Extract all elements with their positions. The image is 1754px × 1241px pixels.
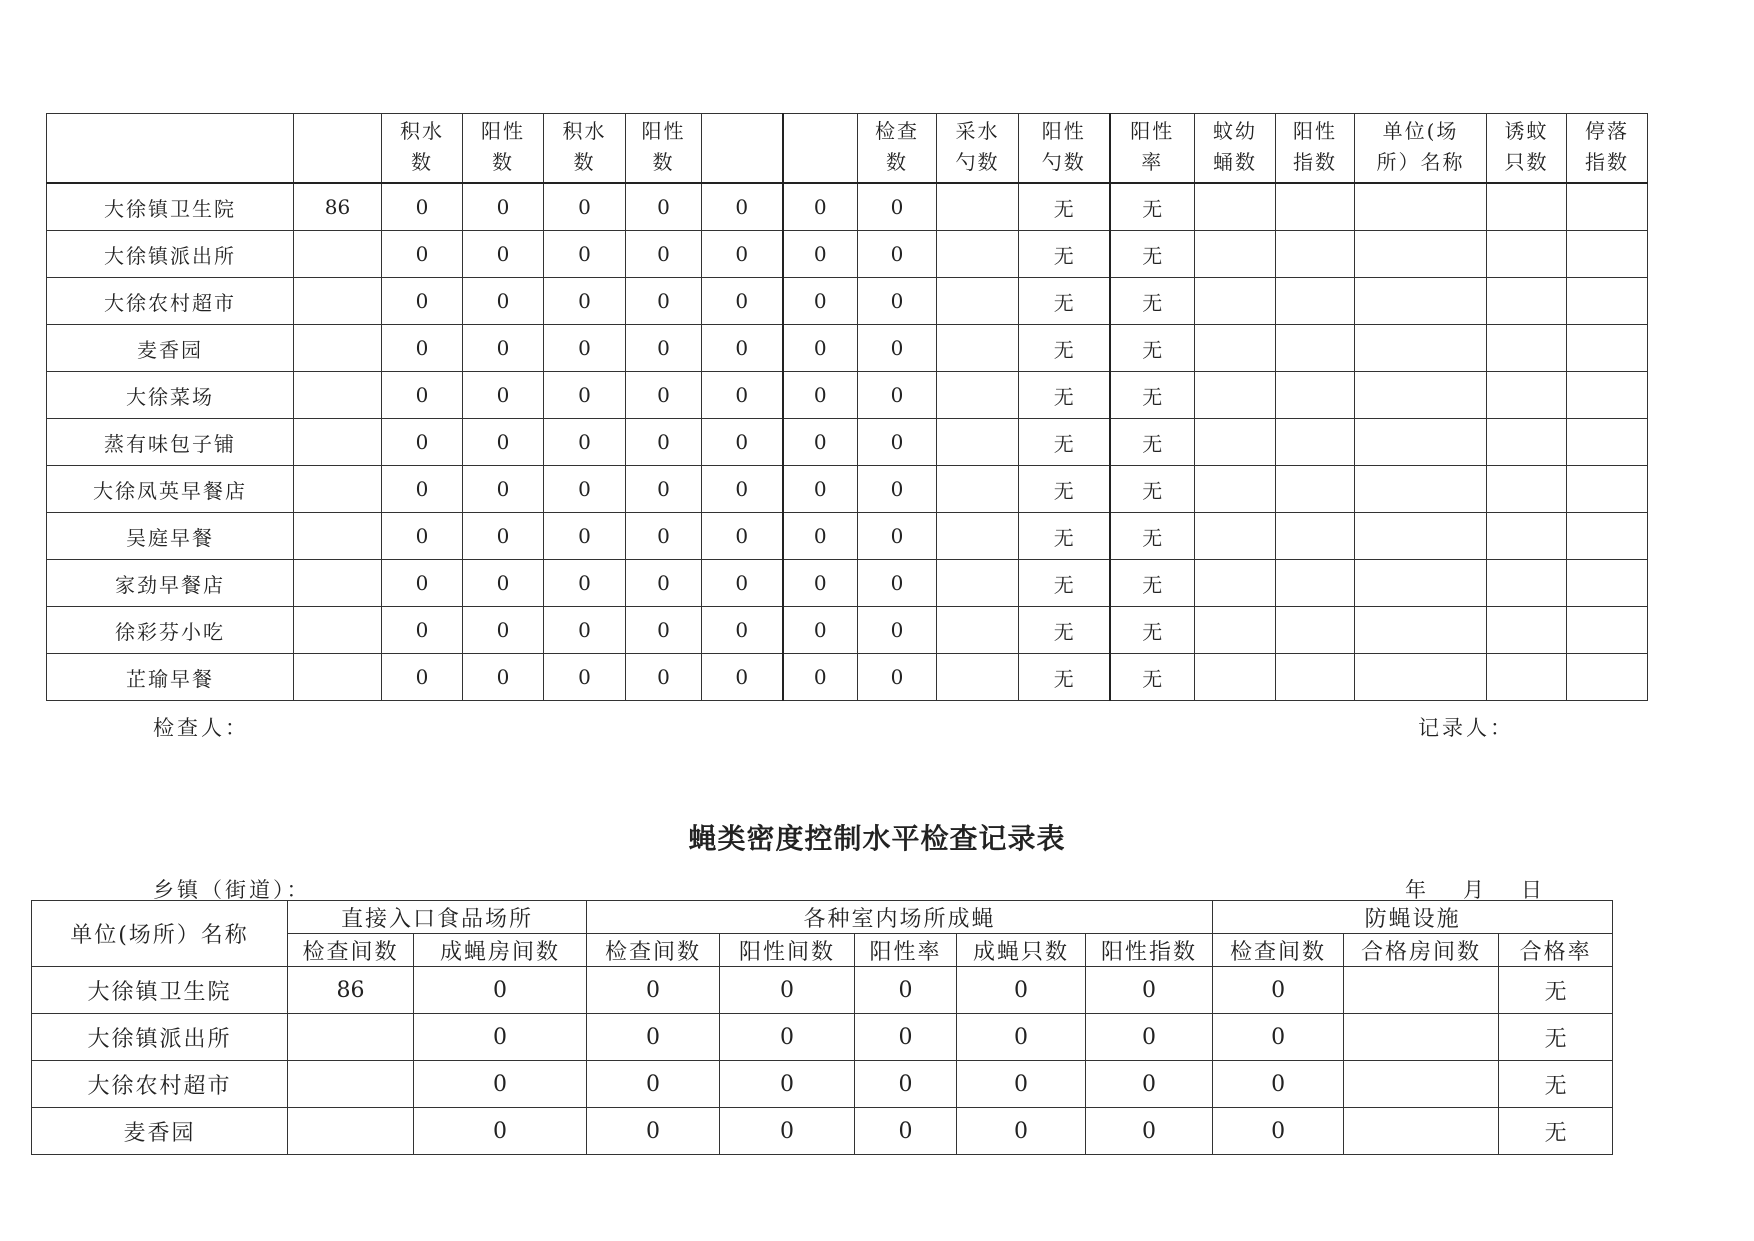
mosquito-header-cell: 停落 指数 <box>1567 114 1648 184</box>
date-label: 年 月 日 <box>1405 878 1550 902</box>
table-cell <box>1355 183 1487 231</box>
table-cell: 0 <box>783 607 858 654</box>
mosquito-header-row <box>47 114 1648 184</box>
table-cell <box>1195 654 1276 701</box>
mosquito-header-cell: 检查 数 <box>858 114 937 184</box>
table-cell <box>294 325 382 372</box>
table-cell <box>1487 278 1567 325</box>
table-cell <box>1567 654 1648 701</box>
table-cell: 0 <box>783 183 858 231</box>
table-cell <box>1487 183 1567 231</box>
mosquito-header-cell: 单位(场 所）名称 <box>1355 114 1487 184</box>
table-cell: 0 <box>544 231 626 278</box>
table-cell: 0 <box>626 183 702 231</box>
table-cell <box>1355 372 1487 419</box>
unit-name-cell: 大徐菜场 <box>47 372 294 419</box>
table-cell <box>1276 372 1355 419</box>
table-cell: 0 <box>587 967 720 1014</box>
table-cell: 0 <box>587 1061 720 1108</box>
table-cell <box>1195 278 1276 325</box>
fly-subheader-cell: 阳性间数 <box>720 934 855 967</box>
table-cell: 无 <box>1499 1061 1613 1108</box>
table-cell <box>937 231 1019 278</box>
table-cell: 0 <box>957 967 1086 1014</box>
town-street-label: 乡镇（街道）： <box>153 878 311 902</box>
table-cell: 0 <box>858 278 937 325</box>
table-cell: 无 <box>1110 325 1195 372</box>
table-cell <box>937 560 1019 607</box>
unit-name-cell: 徐彩芬小吃 <box>47 607 294 654</box>
table-cell: 0 <box>544 278 626 325</box>
table-cell: 0 <box>783 654 858 701</box>
table-cell <box>1567 419 1648 466</box>
table-row <box>47 466 1648 513</box>
table-cell <box>294 278 382 325</box>
table-cell <box>937 419 1019 466</box>
table-cell: 0 <box>463 325 544 372</box>
table-cell <box>1276 513 1355 560</box>
table-row <box>47 183 1648 231</box>
table-cell: 0 <box>858 560 937 607</box>
table-cell: 0 <box>858 419 937 466</box>
fly-subheader-cell: 阳性指数 <box>1086 934 1213 967</box>
fly-subheader-cell: 成蝇只数 <box>957 934 1086 967</box>
table-row <box>47 513 1648 560</box>
table-cell: 0 <box>855 1014 957 1061</box>
table-cell <box>1487 466 1567 513</box>
recorder-label: 记录人： <box>1418 716 1514 740</box>
table-cell <box>294 466 382 513</box>
mosquito-header-cell: 阳性 数 <box>626 114 702 184</box>
table-cell <box>294 654 382 701</box>
table-cell: 0 <box>957 1108 1086 1155</box>
table-cell <box>1567 513 1648 560</box>
table-cell <box>1195 560 1276 607</box>
mosquito-header-cell: 阳性 指数 <box>1276 114 1355 184</box>
table-cell: 0 <box>858 513 937 560</box>
table-cell: 0 <box>702 278 783 325</box>
table-cell: 无 <box>1019 278 1110 325</box>
table-cell: 无 <box>1110 607 1195 654</box>
mosquito-header-cell: 阳性 率 <box>1110 114 1195 184</box>
table-cell: 0 <box>463 654 544 701</box>
unit-name-cell: 蒸有味包子铺 <box>47 419 294 466</box>
table-cell: 0 <box>702 231 783 278</box>
table-cell: 0 <box>463 231 544 278</box>
table-cell: 0 <box>1086 1014 1213 1061</box>
table-cell: 0 <box>702 560 783 607</box>
table-cell: 0 <box>544 183 626 231</box>
table-cell: 0 <box>855 1061 957 1108</box>
table-cell: 0 <box>702 513 783 560</box>
table-cell <box>1567 372 1648 419</box>
table-cell <box>1276 183 1355 231</box>
table-cell: 0 <box>1086 967 1213 1014</box>
table-cell: 0 <box>626 560 702 607</box>
table-cell <box>1344 967 1499 1014</box>
table-cell: 86 <box>294 183 382 231</box>
fly-subheader-cell: 合格率 <box>1499 934 1613 967</box>
table-cell: 0 <box>1086 1061 1213 1108</box>
table-cell: 0 <box>626 513 702 560</box>
table-cell <box>1195 183 1276 231</box>
table-cell <box>288 1014 414 1061</box>
table-cell: 0 <box>382 466 463 513</box>
mosquito-header-cell: 积水 数 <box>382 114 463 184</box>
table-cell <box>937 513 1019 560</box>
table-cell <box>294 231 382 278</box>
unit-name-cell: 大徐镇卫生院 <box>47 183 294 231</box>
table-cell: 0 <box>382 231 463 278</box>
table-cell: 0 <box>855 967 957 1014</box>
table-row <box>47 654 1648 701</box>
unit-name-cell: 芷瑜早餐 <box>47 654 294 701</box>
table-cell <box>1487 654 1567 701</box>
table-cell: 无 <box>1019 183 1110 231</box>
table-cell: 0 <box>702 654 783 701</box>
table-cell <box>1195 419 1276 466</box>
table-cell <box>1355 278 1487 325</box>
table-cell: 0 <box>544 654 626 701</box>
table-cell <box>294 372 382 419</box>
table-cell: 0 <box>720 1061 855 1108</box>
table-cell: 无 <box>1019 325 1110 372</box>
table-cell <box>1355 607 1487 654</box>
table-cell: 0 <box>382 654 463 701</box>
table-cell: 0 <box>957 1061 1086 1108</box>
table-cell: 0 <box>587 1014 720 1061</box>
table-cell <box>937 278 1019 325</box>
table-cell: 0 <box>858 372 937 419</box>
table-cell <box>1195 466 1276 513</box>
unit-name-cell: 家劲早餐店 <box>47 560 294 607</box>
table-cell <box>294 419 382 466</box>
fly-group-header: 各种室内场所成蝇 <box>587 901 1213 934</box>
table-cell: 0 <box>463 560 544 607</box>
table-cell: 0 <box>626 607 702 654</box>
table-cell: 0 <box>626 466 702 513</box>
table-cell: 86 <box>288 967 414 1014</box>
table-cell: 0 <box>587 1108 720 1155</box>
table-cell: 0 <box>544 560 626 607</box>
table-cell: 0 <box>544 419 626 466</box>
table-cell: 0 <box>702 466 783 513</box>
table-cell: 0 <box>382 560 463 607</box>
table-cell: 0 <box>544 325 626 372</box>
fly-group-header: 防蝇设施 <box>1213 901 1613 934</box>
table-cell: 0 <box>702 325 783 372</box>
table-cell <box>1567 325 1648 372</box>
table-cell <box>1276 654 1355 701</box>
unit-name-cell: 大徐凤英早餐店 <box>47 466 294 513</box>
table-cell: 0 <box>626 278 702 325</box>
table-cell <box>1276 278 1355 325</box>
table-cell <box>1195 607 1276 654</box>
table-cell: 无 <box>1110 231 1195 278</box>
table-row <box>47 560 1648 607</box>
mosquito-header-cell: 阳性 数 <box>463 114 544 184</box>
table-cell: 0 <box>858 607 937 654</box>
table-cell <box>288 1108 414 1155</box>
table-cell: 无 <box>1499 1108 1613 1155</box>
table-row <box>32 1061 1613 1108</box>
table-cell: 无 <box>1110 183 1195 231</box>
table-cell: 0 <box>720 1108 855 1155</box>
table-cell <box>1195 325 1276 372</box>
table-cell <box>1567 607 1648 654</box>
table-row <box>47 419 1648 466</box>
table-cell: 0 <box>414 1014 587 1061</box>
table-cell: 0 <box>783 278 858 325</box>
table-cell: 无 <box>1019 513 1110 560</box>
unit-name-cell: 大徐镇卫生院 <box>32 967 288 1014</box>
table-cell: 0 <box>626 325 702 372</box>
table-cell: 无 <box>1019 654 1110 701</box>
table-cell: 0 <box>1213 1108 1344 1155</box>
table-cell <box>1344 1014 1499 1061</box>
table-cell: 0 <box>463 372 544 419</box>
table-cell: 0 <box>1086 1108 1213 1155</box>
table-cell: 0 <box>858 466 937 513</box>
table-cell: 0 <box>720 1014 855 1061</box>
fly-table-title: 蝇类密度控制水平检查记录表 <box>688 822 1066 855</box>
fly-subheader-cell: 成蝇房间数 <box>414 934 587 967</box>
table-cell: 0 <box>544 372 626 419</box>
table-cell: 0 <box>382 183 463 231</box>
table-cell <box>1355 654 1487 701</box>
table-cell: 0 <box>626 231 702 278</box>
table-cell: 无 <box>1110 372 1195 419</box>
mosquito-header-cell <box>783 114 858 184</box>
table-cell <box>288 1061 414 1108</box>
table-cell <box>1567 466 1648 513</box>
table-cell: 0 <box>1213 1061 1344 1108</box>
table-cell: 0 <box>702 372 783 419</box>
table-cell: 0 <box>702 607 783 654</box>
table-cell <box>1355 325 1487 372</box>
table-cell: 无 <box>1499 1014 1613 1061</box>
table-cell: 0 <box>382 372 463 419</box>
table-cell <box>1487 372 1567 419</box>
table-cell: 0 <box>463 419 544 466</box>
table-cell <box>1487 419 1567 466</box>
unit-name-cell: 大徐农村超市 <box>47 278 294 325</box>
table-cell: 0 <box>783 325 858 372</box>
table-cell: 0 <box>783 231 858 278</box>
table-row <box>47 607 1648 654</box>
table-cell <box>1487 513 1567 560</box>
table-cell: 无 <box>1110 466 1195 513</box>
table-cell: 0 <box>720 967 855 1014</box>
unit-name-cell: 大徐镇派出所 <box>47 231 294 278</box>
table-cell: 0 <box>957 1014 1086 1061</box>
table-cell <box>1567 231 1648 278</box>
table-cell: 0 <box>783 419 858 466</box>
table-cell: 无 <box>1019 607 1110 654</box>
table-cell <box>1344 1061 1499 1108</box>
table-cell <box>1276 325 1355 372</box>
table-cell: 0 <box>858 231 937 278</box>
table-cell <box>1487 560 1567 607</box>
fly-subheader-cell: 检查间数 <box>288 934 414 967</box>
table-cell: 0 <box>702 183 783 231</box>
mosquito-density-table <box>46 113 1648 701</box>
table-cell <box>1276 466 1355 513</box>
fly-unit-header: 单位(场所）名称 <box>32 901 288 967</box>
table-cell <box>937 183 1019 231</box>
table-cell <box>294 513 382 560</box>
table-cell <box>1355 466 1487 513</box>
table-cell: 0 <box>382 278 463 325</box>
fly-subheader-cell: 检查间数 <box>587 934 720 967</box>
mosquito-header-cell <box>294 114 382 184</box>
unit-name-cell: 大徐镇派出所 <box>32 1014 288 1061</box>
table-cell: 无 <box>1019 372 1110 419</box>
table-cell <box>1355 419 1487 466</box>
unit-name-cell: 麦香园 <box>47 325 294 372</box>
mosquito-header-cell: 阳性 勺数 <box>1019 114 1110 184</box>
table-cell: 0 <box>463 513 544 560</box>
table-cell: 0 <box>463 183 544 231</box>
table-cell: 0 <box>858 325 937 372</box>
unit-name-cell: 吴庭早餐 <box>47 513 294 560</box>
table-cell: 0 <box>382 513 463 560</box>
table-cell: 0 <box>544 607 626 654</box>
table-cell <box>1567 560 1648 607</box>
table-cell <box>1355 513 1487 560</box>
mosquito-header-cell: 积水 数 <box>544 114 626 184</box>
table-cell: 0 <box>855 1108 957 1155</box>
table-cell <box>1487 325 1567 372</box>
mosquito-header-cell: 蚊幼 蛹数 <box>1195 114 1276 184</box>
mosquito-header-cell: 采水 勺数 <box>937 114 1019 184</box>
table-cell: 0 <box>626 372 702 419</box>
table-cell: 无 <box>1110 513 1195 560</box>
table-cell: 0 <box>858 183 937 231</box>
table-cell: 0 <box>858 654 937 701</box>
mosquito-header-cell <box>702 114 783 184</box>
table-cell: 0 <box>1213 1014 1344 1061</box>
table-cell <box>1195 231 1276 278</box>
table-cell: 0 <box>414 967 587 1014</box>
unit-name-cell: 麦香园 <box>32 1108 288 1155</box>
inspector-label: 检查人： <box>153 716 249 740</box>
table-row <box>47 278 1648 325</box>
table-cell: 0 <box>414 1061 587 1108</box>
table-cell: 0 <box>382 607 463 654</box>
table-cell: 无 <box>1110 419 1195 466</box>
table-cell: 0 <box>463 607 544 654</box>
table-cell <box>1276 419 1355 466</box>
table-row <box>32 1108 1613 1155</box>
table-row <box>47 231 1648 278</box>
table-cell <box>1567 278 1648 325</box>
table-cell: 0 <box>463 466 544 513</box>
table-cell <box>294 607 382 654</box>
table-cell <box>937 654 1019 701</box>
table-cell: 无 <box>1110 654 1195 701</box>
mosquito-header-cell: 诱蚊 只数 <box>1487 114 1567 184</box>
table-cell: 0 <box>783 560 858 607</box>
table-cell: 0 <box>626 419 702 466</box>
table-cell <box>1355 231 1487 278</box>
table-cell: 0 <box>544 466 626 513</box>
fly-subheader-cell: 阳性率 <box>855 934 957 967</box>
table-row <box>32 967 1613 1014</box>
fly-subheader-cell: 检查间数 <box>1213 934 1344 967</box>
table-cell <box>294 560 382 607</box>
table-cell: 无 <box>1019 419 1110 466</box>
table-cell <box>1276 231 1355 278</box>
table-cell <box>1344 1108 1499 1155</box>
table-cell: 无 <box>1019 466 1110 513</box>
table-cell: 0 <box>382 419 463 466</box>
table-cell <box>1195 372 1276 419</box>
mosquito-header-cell <box>47 114 294 184</box>
table-cell: 0 <box>463 278 544 325</box>
table-cell <box>937 466 1019 513</box>
table-row <box>32 1014 1613 1061</box>
table-cell: 无 <box>1499 967 1613 1014</box>
table-cell <box>1276 607 1355 654</box>
table-cell: 0 <box>1213 967 1344 1014</box>
table-cell: 0 <box>626 654 702 701</box>
table-row <box>47 372 1648 419</box>
table-row <box>47 325 1648 372</box>
table-cell <box>1355 560 1487 607</box>
unit-name-cell: 大徐农村超市 <box>32 1061 288 1108</box>
table-cell <box>1195 513 1276 560</box>
table-cell: 0 <box>382 325 463 372</box>
table-cell: 0 <box>783 466 858 513</box>
table-cell <box>1487 607 1567 654</box>
table-cell: 0 <box>783 513 858 560</box>
table-cell <box>1487 231 1567 278</box>
table-cell: 无 <box>1019 231 1110 278</box>
table-cell: 0 <box>783 372 858 419</box>
table-cell: 无 <box>1019 560 1110 607</box>
fly-group-header: 直接入口食品场所 <box>288 901 587 934</box>
fly-subheader-cell: 合格房间数 <box>1344 934 1499 967</box>
table-cell: 0 <box>702 419 783 466</box>
table-cell <box>937 372 1019 419</box>
table-cell: 0 <box>544 513 626 560</box>
table-cell: 0 <box>414 1108 587 1155</box>
table-cell <box>1567 183 1648 231</box>
table-cell <box>937 325 1019 372</box>
table-cell: 无 <box>1110 560 1195 607</box>
table-cell <box>1276 560 1355 607</box>
table-cell: 无 <box>1110 278 1195 325</box>
table-cell <box>937 607 1019 654</box>
fly-density-table <box>31 900 1613 1155</box>
